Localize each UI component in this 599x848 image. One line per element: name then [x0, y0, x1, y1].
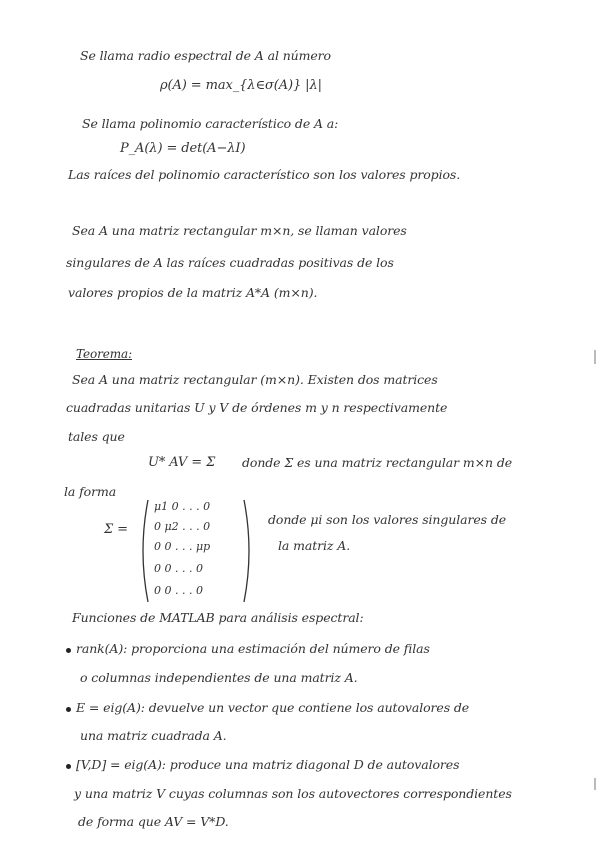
text-line: la matriz A.: [278, 538, 351, 553]
text-line: Se llama radio espectral de A al número: [80, 48, 331, 63]
text-line: Se llama polinomio característico de A a:: [82, 116, 339, 131]
matrix-row: 0 0 . . . 0: [154, 562, 203, 575]
bullet-dot: [66, 764, 71, 769]
text-line: singulares de A las raíces cuadradas positivas de los: [66, 255, 394, 270]
text-line: rank(A): proporciona una estimación del número de filas: [76, 641, 430, 656]
text-line: valores propios de la matriz A*A (m×n).: [68, 285, 318, 300]
text-line: una matriz cuadrada A.: [80, 728, 227, 743]
text-line: cuadradas unitarias U y V de órdenes m y n respectivamente: [66, 400, 448, 415]
sigma-label: Σ =: [104, 522, 128, 537]
text-line: donde μi son los valores singulares de: [268, 512, 507, 527]
characteristic-polynomial-formula: P_A(λ) = det(A−λI): [120, 141, 246, 156]
text-line: Funciones de MATLAB para análisis espectral:: [72, 610, 364, 625]
text-line: de forma que AV = V*D.: [78, 814, 229, 829]
margin-mark: [594, 778, 596, 790]
text-line: donde Σ es una matriz rectangular m×n de: [242, 455, 513, 470]
matrix-row: 0 μ2 . . . 0: [154, 520, 211, 533]
bullet-dot: [66, 648, 71, 653]
text-line: E = eig(A): devuelve un vector que contiene los autovalores de: [76, 700, 470, 715]
text-line: o columnas independientes de una matriz A.: [80, 670, 358, 685]
matrix-row: μ1 0 . . . 0: [154, 500, 211, 513]
text-line: y una matriz V cuyas columnas son los autovectores correspondientes: [74, 786, 512, 801]
svd-equation: U* AV = Σ: [148, 455, 216, 470]
matrix-row: 0 0 . . . μp: [154, 540, 211, 553]
bullet-dot: [66, 707, 71, 712]
theorem-heading: Teorema:: [76, 347, 133, 361]
sigma-matrix: [136, 496, 256, 606]
text-line: Sea A una matriz rectangular m×n, se llaman valores: [72, 223, 407, 238]
margin-mark: [594, 350, 596, 364]
text-line: Las raíces del polinomio característico son los valores propios.: [68, 167, 461, 182]
text-line: [V,D] = eig(A): produce una matriz diagonal D de autovalores: [76, 757, 460, 772]
text-line: tales que: [68, 429, 125, 444]
spectral-radius-formula: ρ(A) = max_{λ∈σ(A)} |λ|: [160, 78, 322, 93]
text-line: la forma: [64, 484, 117, 499]
text-line: Sea A una matriz rectangular (m×n). Existen dos matrices: [72, 372, 438, 387]
matrix-row: 0 0 . . . 0: [154, 584, 203, 597]
